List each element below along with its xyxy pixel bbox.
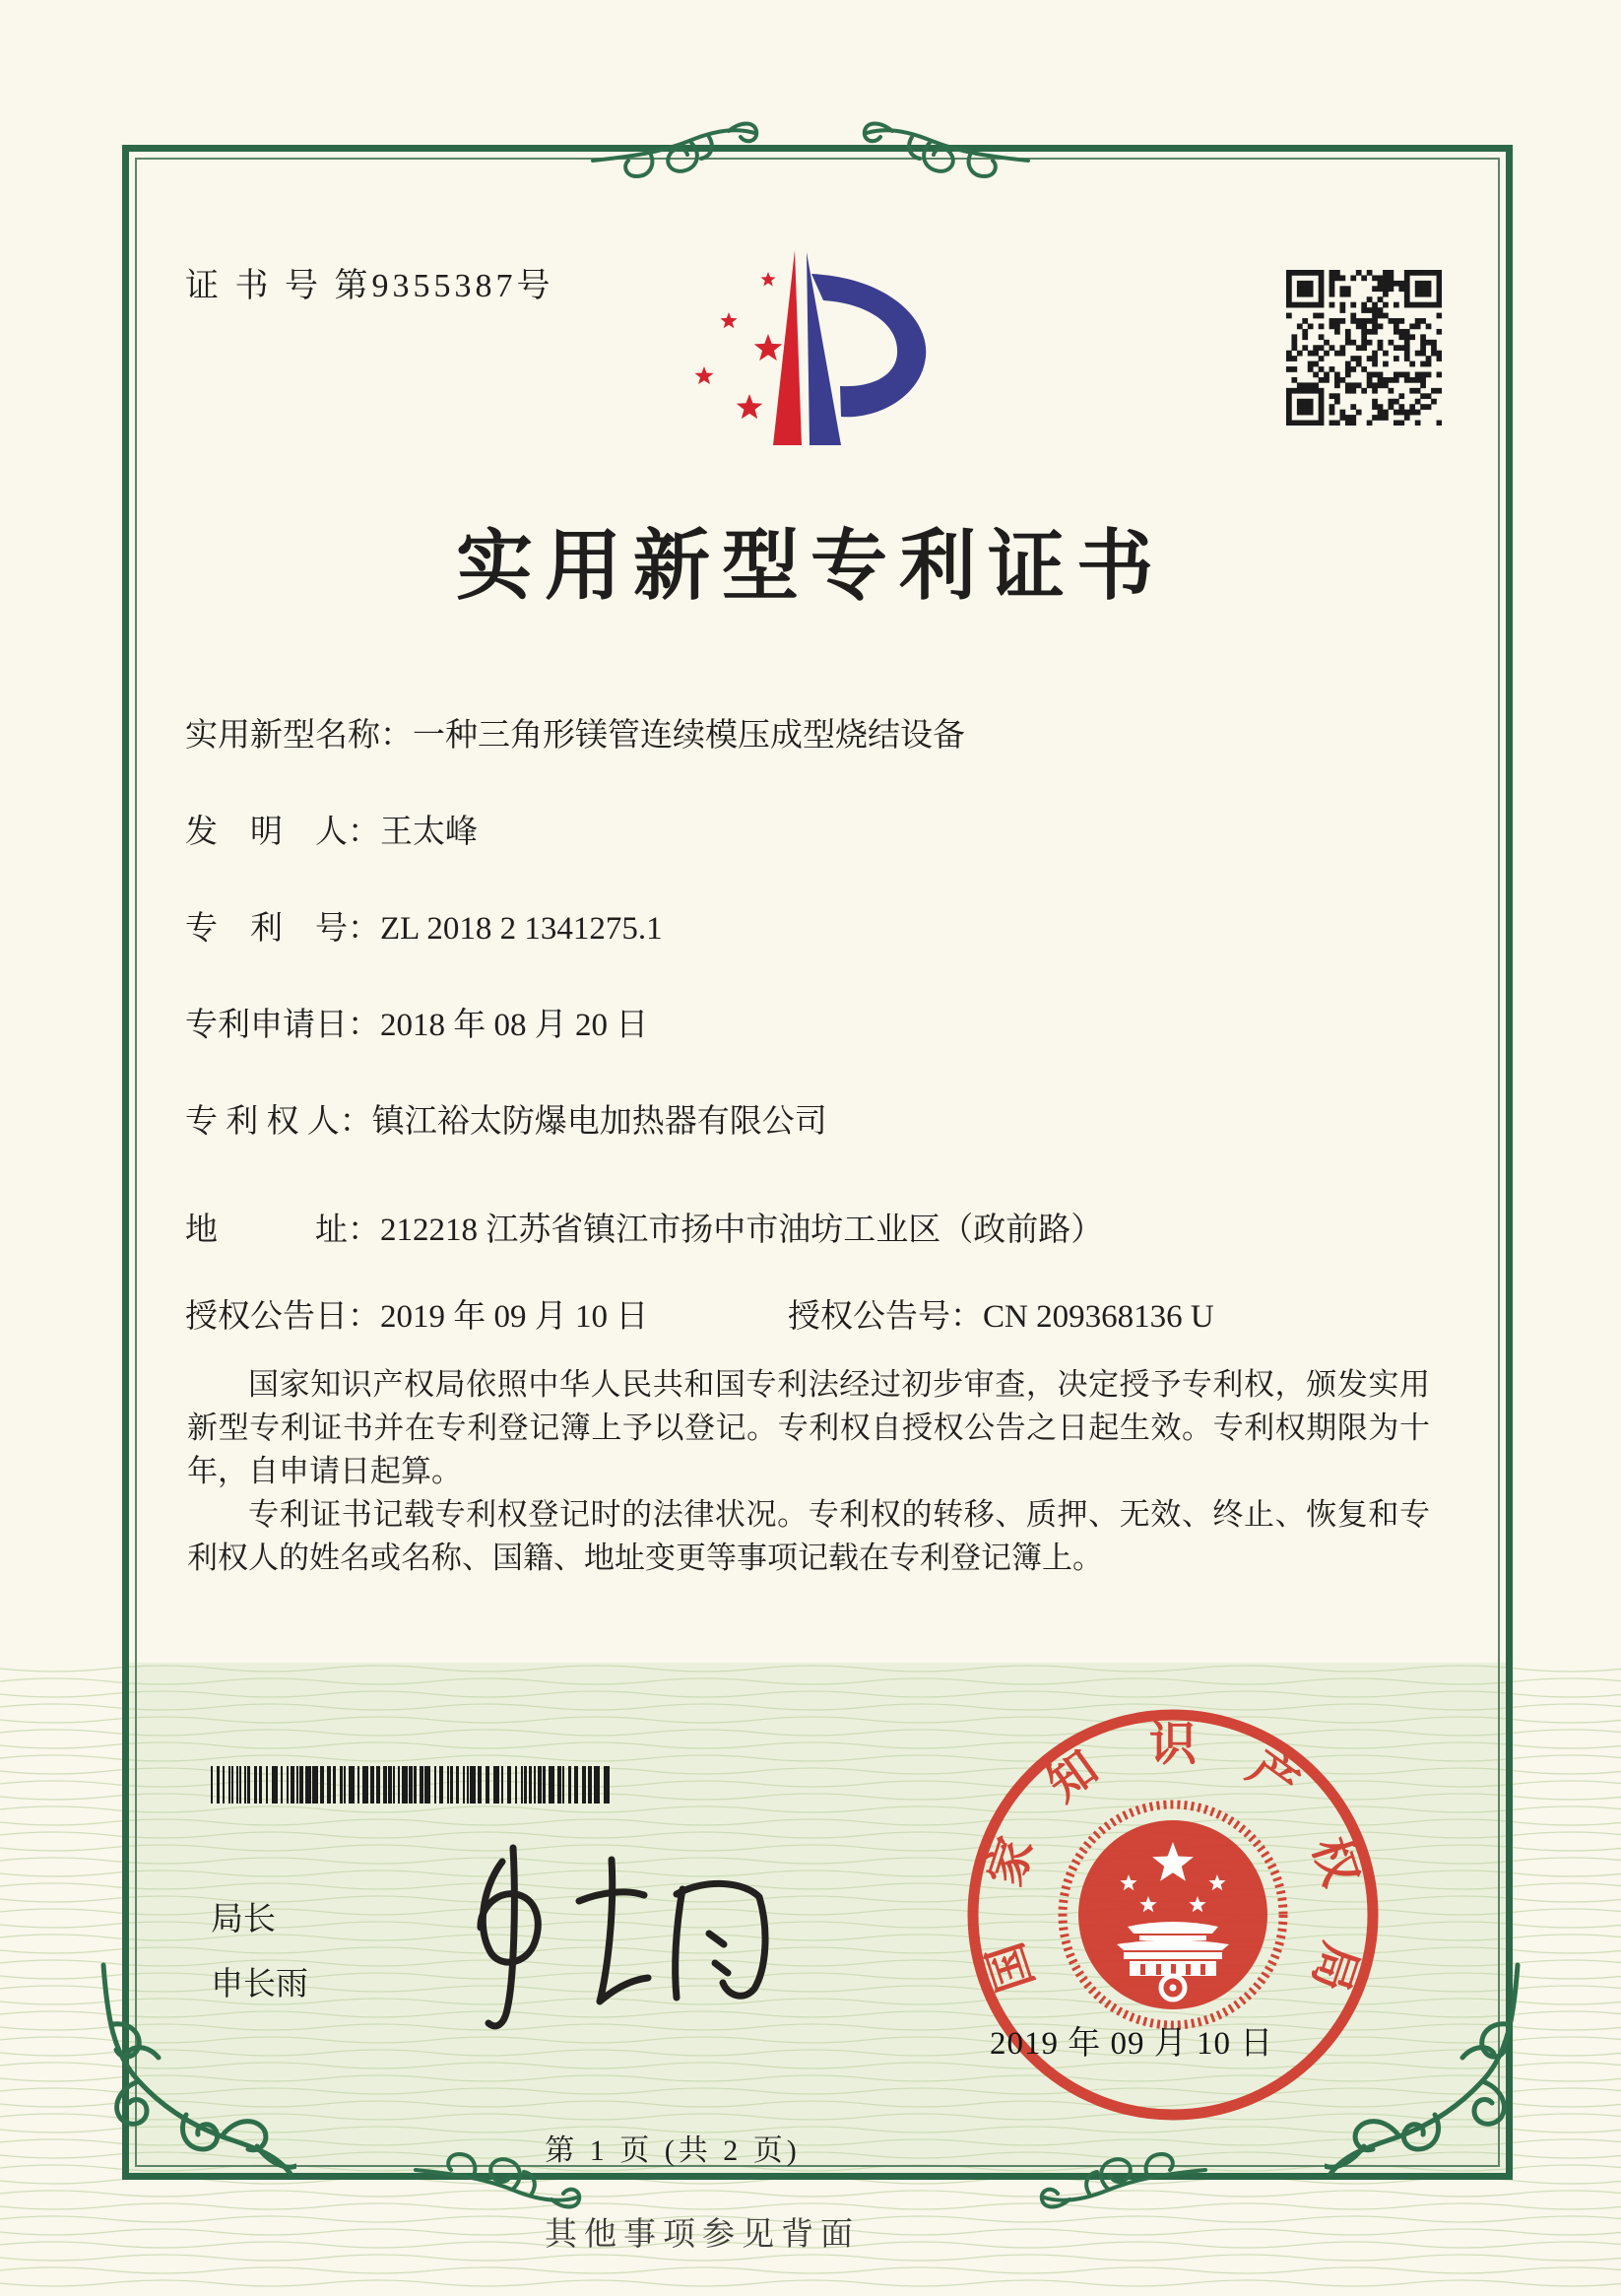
top-border-scroll-ornament	[591, 110, 760, 189]
field-row-address	[185, 1204, 1456, 1250]
field-row-grant-date	[185, 1290, 1456, 1337]
seal-date: 2019 年 09 月 10 日	[990, 2026, 1274, 2062]
field-row-patent-number	[185, 902, 1456, 949]
field-value: 镇江裕太防爆电加热器有限公司	[371, 1104, 827, 1140]
field-value: ZL 2018 2 1341275.1	[380, 911, 663, 947]
field-value: 2018 年 08 月 20 日	[380, 1008, 649, 1043]
field-label: 授权公告日：	[185, 1299, 380, 1335]
field-label: 发 明 人：	[185, 815, 380, 850]
logo-stars	[695, 272, 783, 419]
seal-text: 国家知识产权局	[979, 1718, 1367, 1998]
barcode	[211, 1766, 619, 1804]
field-value: CN 209368136 U	[983, 1299, 1214, 1335]
page-number: 第 1 页 (共 2 页)	[545, 2134, 801, 2167]
legal-paragraph: 专利证书记载专利权登记时的法律状况。专利权的转移、质押、无效、终止、恢复和专利权人的姓名或名称、国籍、地址变更等事项记载在专利登记簿上。	[187, 1497, 1430, 1575]
field-row-inventor	[185, 806, 1456, 852]
field-value: 一种三角形镁管连续模压成型烧结设备	[413, 718, 965, 754]
director-title-label: 局长	[211, 1902, 276, 1937]
field-grant-number	[788, 1290, 1214, 1337]
field-value: 2019 年 09 月 10 日	[380, 1299, 649, 1335]
field-label: 地 址：	[185, 1213, 380, 1248]
field-label: 授权公告号：	[788, 1299, 983, 1335]
field-label: 专 利 号：	[185, 911, 380, 947]
field-row-invention-name	[185, 709, 1456, 755]
certificate-title: 实用新型专利证书	[455, 523, 1165, 609]
field-label: 实用新型名称：	[185, 718, 413, 754]
top-border-scroll-ornament	[861, 110, 1030, 189]
certificate-number: 证 书 号 第9355387号	[185, 268, 554, 304]
back-side-note: 其他事项参见背面	[545, 2217, 860, 2253]
field-label: 专利申请日：	[185, 1008, 380, 1043]
director-name-label: 申长雨	[211, 1967, 308, 2002]
field-value: 王太峰	[380, 815, 478, 850]
director-signature	[419, 1840, 783, 2047]
qr-code	[1286, 270, 1442, 426]
national-emblem	[1063, 1804, 1283, 2025]
legal-text-block	[187, 1363, 1430, 1580]
cnipa-logo-icon	[678, 248, 953, 455]
field-row-patentee	[185, 1095, 1456, 1142]
field-label: 专 利 权 人：	[185, 1104, 372, 1140]
field-row-filing-date	[185, 999, 1456, 1045]
legal-paragraph: 国家知识产权局依照中华人民共和国专利法经过初步审查，决定授予专利权，颁发实用新型专利证书并在专利登记簿上予以登记。专利权自授权公告之日起生效。专利权期限为十年，自申请日起算。	[187, 1367, 1430, 1488]
field-value: 212218 江苏省镇江市扬中市油坊工业区（政前路）	[380, 1213, 1104, 1248]
official-seal	[960, 1702, 1386, 2128]
